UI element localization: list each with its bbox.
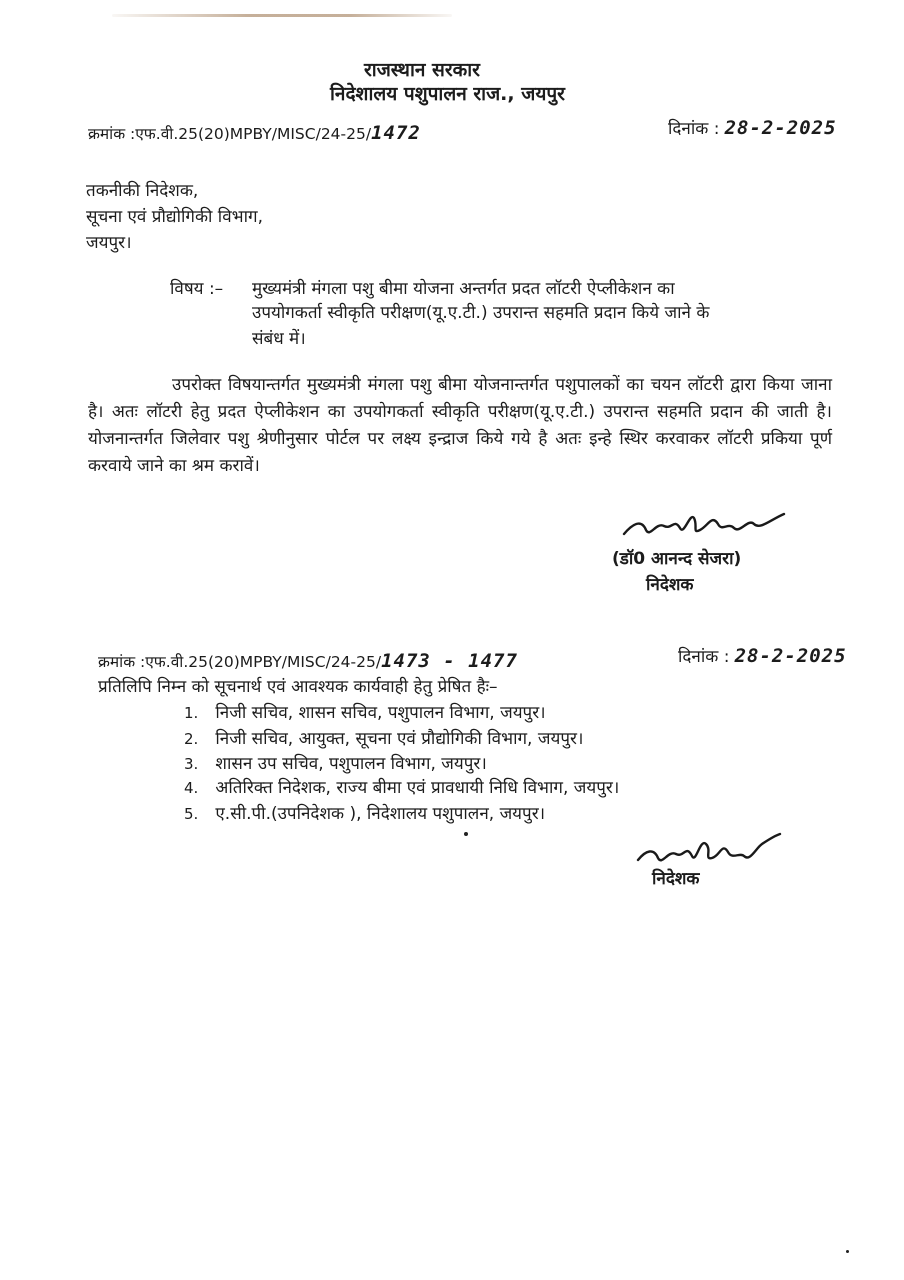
- signature-director: [620, 504, 790, 544]
- copy-ref-prefix: क्रमांक :एफ.वी.25(20)MPBY/MISC/24-25/: [98, 653, 382, 671]
- list-item-text: अतिरिक्त निदेशक, राज्य बीमा एवं प्रावधायी निधि विभाग, जयपुर।: [215, 778, 620, 798]
- list-item: [184, 700, 546, 723]
- list-item-text: निजी सचिव, आयुक्त, सूचना एवं प्रौद्योगिकी विभाग, जयपुर।: [215, 729, 584, 749]
- list-item-number: 5.: [184, 805, 199, 823]
- ref-number-line: [88, 122, 421, 144]
- ref-prefix: क्रमांक :एफ.वी.25(20)MPBY/MISC/24-25/: [88, 125, 372, 143]
- subject-line-1: मुख्यमंत्री मंगला पशु बीमा योजना अन्तर्गत प्रदत लॉटरी ऐप्लीकेशन का: [252, 279, 675, 299]
- copy-designation: निदेशक: [652, 869, 700, 889]
- subject-line-3: संबंध में।: [252, 329, 306, 349]
- recipient-department: सूचना एवं प्रौद्योगिकी विभाग,: [86, 207, 263, 227]
- govt-heading: राजस्थान सरकार: [364, 59, 480, 81]
- ref-number-handwritten: 1472: [371, 122, 421, 144]
- scan-speck: [464, 832, 468, 836]
- copy-date-label: दिनांक :: [678, 647, 730, 667]
- copy-ref-number-line: [98, 650, 518, 672]
- date-line: [668, 116, 837, 139]
- list-item: [184, 801, 545, 824]
- signatory-designation: निदेशक: [646, 575, 694, 595]
- list-item-number: 4.: [184, 779, 199, 797]
- scan-top-edge: [112, 14, 452, 17]
- copy-ref-number-handwritten: 1473 - 1477: [381, 650, 518, 672]
- copy-date-line: [678, 644, 847, 667]
- copy-date-handwritten: 28-2-2025: [734, 645, 847, 667]
- date-handwritten: 28-2-2025: [724, 117, 837, 139]
- list-item-text: शासन उप सचिव, पशुपालन विभाग, जयपुर।: [215, 754, 487, 774]
- list-item-number: 3.: [184, 755, 199, 773]
- list-item-number: 2.: [184, 730, 199, 748]
- list-item-text: निजी सचिव, शासन सचिव, पशुपालन विभाग, जयपुर।: [215, 703, 546, 723]
- list-item: [184, 726, 583, 749]
- recipient-city: जयपुर।: [86, 233, 132, 253]
- list-item-text: ए.सी.पी.(उपनिदेशक ), निदेशालय पशुपालन, जयपुर।: [215, 804, 546, 824]
- body-paragraph: उपरोक्त विषयान्तर्गत मुख्यमंत्री मंगला पशु बीमा योजनान्तर्गत पशुपालकों का चयन लॉटरी द्वारा किया जाना है। अतः लॉटरी हेतु प्रदत ऐप्लीकेशन का उपयोगकर्ता स्वीकृति परीक्षण(यू.ए.टी.) उपरान्त सहमति प्रदान की जाती है। योजनान्तर्गत जिलेवार पशु श्रेणीनुसार पोर्टल पर लक्ष्य इन्द्राज किये गये है अतः इन्हे स्थिर करवाकर लॉटरी प्रकिया पूर्ण करवाये जाने का श्रम करावें।: [88, 375, 832, 476]
- scan-speck: [846, 1250, 849, 1253]
- copy-intro: प्रतिलिपि निम्न को सूचनार्थ एवं आवश्यक कार्यवाही हेतु प्रेषित हैः–: [98, 677, 498, 697]
- list-item: [184, 775, 619, 798]
- date-label: दिनांक :: [668, 119, 720, 139]
- list-item-number: 1.: [184, 704, 199, 722]
- recipient-title: तकनीकी निदेशक,: [86, 181, 199, 201]
- subject-line-2: उपयोगकर्ता स्वीकृति परीक्षण(यू.ए.टी.) उपरान्त सहमति प्रदान किये जाने के: [252, 303, 710, 323]
- subject-label: विषय :–: [170, 279, 224, 299]
- list-item: [184, 751, 487, 774]
- signatory-name: (डॉ0 आनन्द सेजरा): [612, 549, 742, 569]
- office-heading: निदेशालय पशुपालन राज., जयपुर: [330, 83, 565, 105]
